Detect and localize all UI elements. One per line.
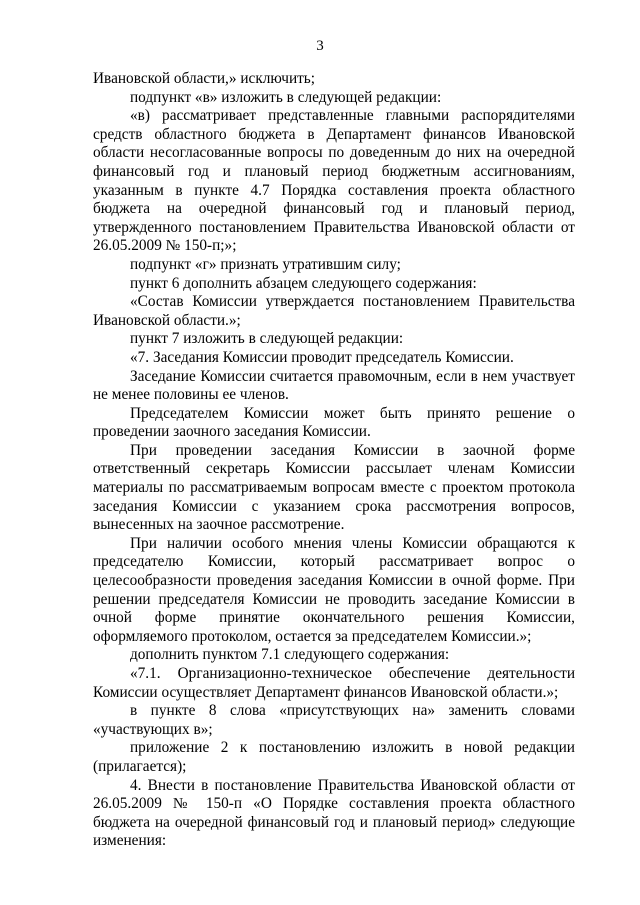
paragraph: Ивановской области,» исключить;: [93, 70, 316, 87]
paragraph: приложение 2 к постановлению изложить в новой редакции (прилагается);: [93, 739, 575, 775]
paragraph: пункт 6 дополнить абзацем следующего содержания:: [130, 274, 477, 292]
paragraph: «Состав Комиссии утверждается постановлением Правительства Ивановской области.»;: [93, 293, 575, 329]
paragraph: 4. Внести в постановление Правительства Ивановской области от 26.05.2009 № 150-п «О Порядке составления проекта областного бюджета на очередной финансовый год и плановый период» следующие изменения:: [93, 776, 575, 850]
paragraph: подпункт «в» изложить в следующей редакции:: [130, 88, 442, 106]
paragraph: Заседание Комиссии считается правомочным, если в нем участвует не менее половины ее членов.: [93, 367, 575, 404]
paragraph: в пункте 8 слова «присутствующих на» заменить словами «участвующих в»;: [93, 702, 575, 738]
document-body: [93, 70, 575, 851]
paragraph: подпункт «г» признать утратившим силу;: [130, 255, 401, 273]
paragraph: «7. Заседания Комиссии проводит председатель Комиссии.: [130, 348, 514, 366]
paragraph: «в) рассматривает представленные главными распорядителями средств областного бюджета в Департамент финансов Ивановской области несогласованные вопросы по доведенным до них на очередной финансовый год и плановый период бюджетным ассигнованиям, указанным в пункте 4.7 Порядка составления проекта областного бюджета на очередной финансовый год и плановый период, утвержденного постановлением Правительства Ивановской области от 26.05.2009 № 150-п;»;: [93, 107, 575, 255]
paragraph: пункт 7 изложить в следующей редакции:: [130, 330, 404, 348]
paragraph: При проведении заседания Комиссии в заочной форме ответственный секретарь Комиссии рассылает членам Комиссии материалы по рассматриваемым вопросам вместе с проектом протокола заседания Комиссии с указанием срока рассмотрения вопросов, вынесенных на заочное рассмотрение.: [93, 441, 575, 534]
paragraph: «7.1. Организационно-техническое обеспечение деятельности Комиссии осуществляет Департамент финансов Ивановской области.»;: [93, 665, 575, 701]
page-number: 3: [316, 38, 324, 54]
paragraph: дополнить пунктом 7.1 следующего содержания:: [130, 646, 450, 664]
paragraph: При наличии особого мнения члены Комиссии обращаются к председателю Комиссии, который рассматривает вопрос о целесообразности проведения заседания Комиссии в очной форме. При решении председателя Комиссии не проводить заседание Комиссии в очной форме принятие окончательного решения Комиссии, оформляемого протоколом, остается за председателем Комиссии.»;: [93, 534, 575, 645]
paragraph: Председателем Комиссии может быть принято решение о проведении заочного заседания Комиссии.: [93, 404, 575, 441]
